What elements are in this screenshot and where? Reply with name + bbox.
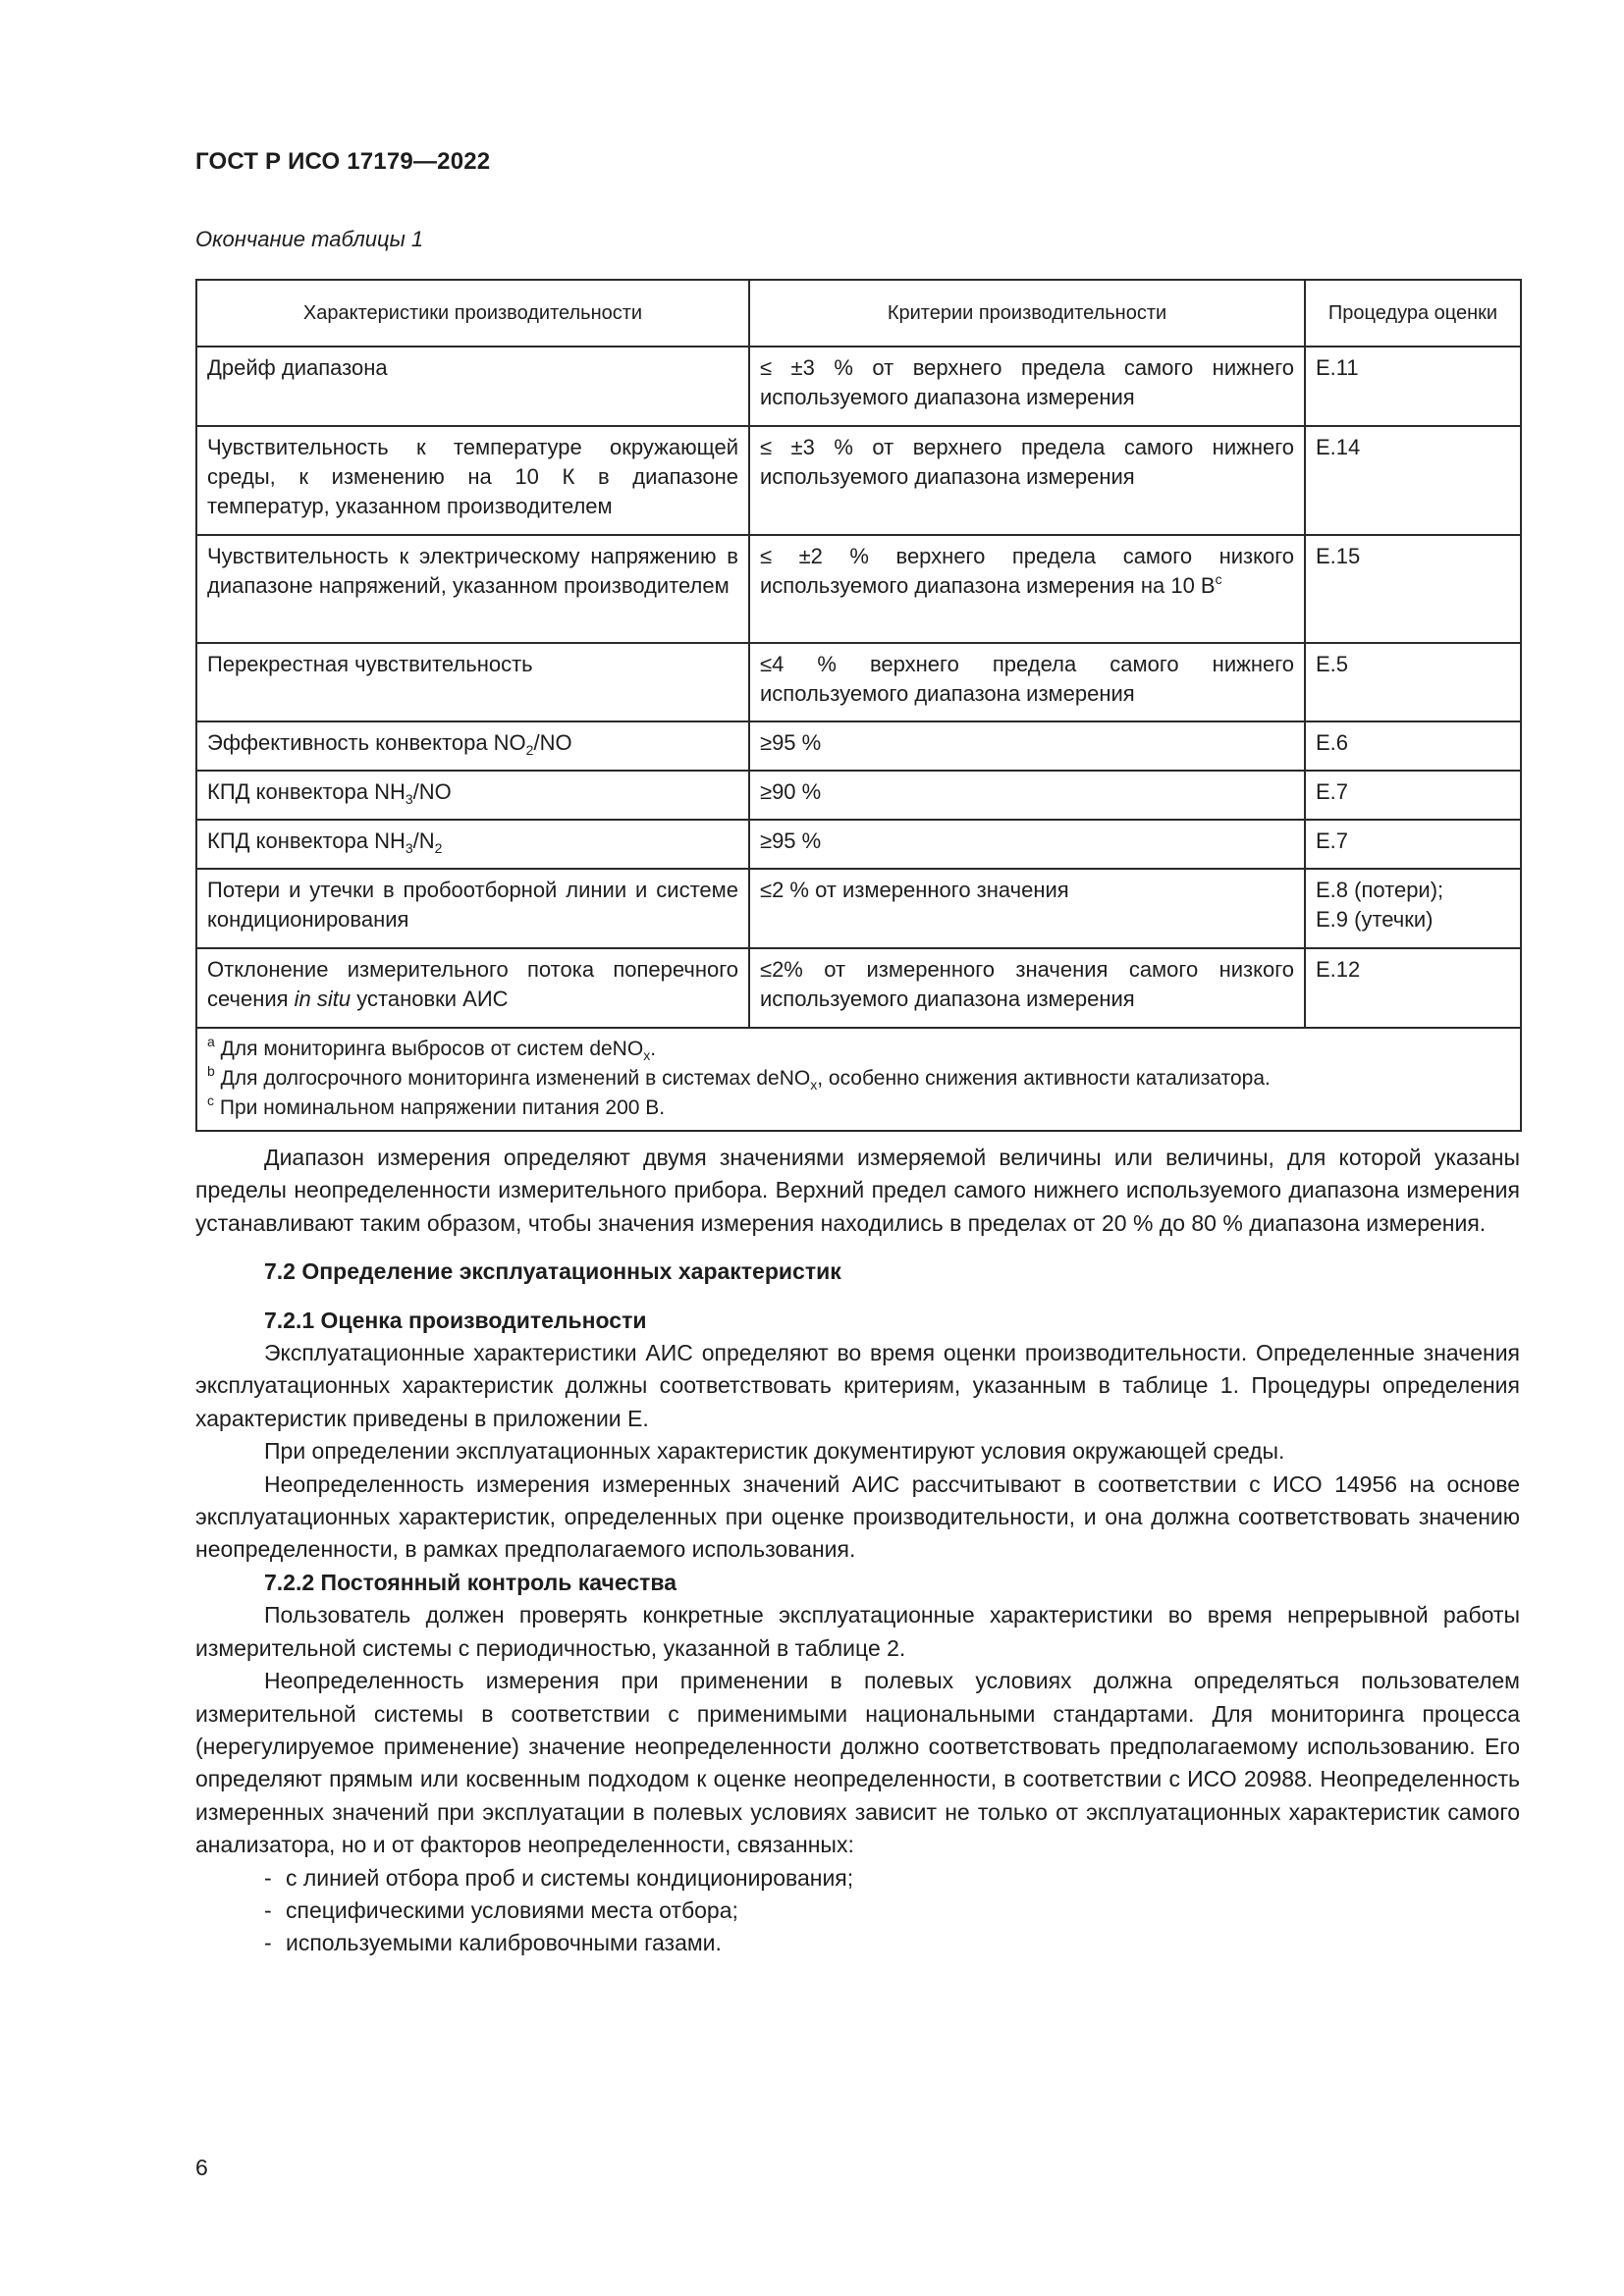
- paragraph: Диапазон измерения определяют двумя значениями измеряемой величины или величины, для которой указаны пределы неопределенности измерительного прибора. Верхний предел самого нижнего используемого диапазона измерения устанавливают таким образом, чтобы значения измерения находились в пределах от 20 % до 80 % диапазона измерения.: [195, 1145, 1520, 1236]
- note-text: Для мониторинга выбросов от систем deNO: [220, 1038, 644, 1060]
- table-cell: [749, 535, 1305, 643]
- table-row: [196, 869, 1521, 948]
- table-cell: E.7: [1305, 771, 1521, 820]
- section-heading: 7.2 Определение эксплуатационных характеристик: [264, 1258, 841, 1285]
- table-row: [196, 820, 1521, 869]
- table-cell: ≥95 %: [749, 820, 1305, 869]
- subscript: x: [643, 1047, 651, 1063]
- page-number: 6: [195, 2155, 208, 2180]
- cell-text: E.9 (утечки): [1316, 907, 1434, 932]
- table-cell: E.11: [1305, 347, 1521, 426]
- subsection-heading: 7.2.1 Оценка производительности: [264, 1307, 647, 1333]
- table-cell: E.5: [1305, 643, 1521, 721]
- table-row: [196, 535, 1521, 643]
- table-cell: ≤4 % верхнего предела самого нижнего используемого диапазона измерения: [749, 643, 1305, 721]
- list-item: - с линией отбора проб и системы кондиционирования;: [195, 1862, 1520, 1895]
- body-text: [195, 1142, 1520, 1960]
- subscript: x: [810, 1077, 818, 1093]
- cell-text: КПД конвектора NH: [207, 779, 406, 804]
- paragraph: При определении эксплуатационных характеристик документируют условия окружающей среды.: [264, 1438, 1285, 1465]
- table-cell: ≤2% от измеренного значения самого низкого используемого диапазона измерения: [749, 948, 1305, 1028]
- table-cell: Чувствительность к температуре окружающей среды, к изменению на 10 К в диапазоне температур, указанном производителем: [196, 426, 749, 535]
- italic-term: in situ: [294, 987, 352, 1011]
- table-cell: E.7: [1305, 820, 1521, 869]
- table-cell: E.6: [1305, 721, 1521, 771]
- table-cell: ≤ ±3 % от верхнего предела самого нижнего используемого диапазона измерения: [749, 426, 1305, 535]
- note-mark: b: [207, 1063, 215, 1079]
- table-note: [207, 1094, 1510, 1123]
- table-cell: E.14: [1305, 426, 1521, 535]
- note-text: , особенно снижения активности катализатора.: [817, 1067, 1271, 1090]
- table-notes: [196, 1028, 1521, 1131]
- cell-text: КПД конвектора NH: [207, 828, 406, 853]
- table-cell: [196, 771, 749, 820]
- table-cell: [196, 820, 749, 869]
- table-row: [196, 948, 1521, 1028]
- column-header: Процедура оценки: [1305, 280, 1521, 347]
- table-cell: [196, 721, 749, 771]
- note-text: При номинальном напряжении питания 200 В.: [219, 1096, 666, 1119]
- subscript: 2: [525, 742, 534, 758]
- table-header-row: [196, 280, 1521, 347]
- note-mark: a: [207, 1034, 215, 1049]
- cell-text: Эффективность конвектора NO: [207, 730, 526, 755]
- table-cell: ≥95 %: [749, 721, 1305, 771]
- table-cell: E.15: [1305, 535, 1521, 643]
- list-item: - используемыми калибровочными газами.: [195, 1927, 1520, 1959]
- table-cell: ≤ ±3 % от верхнего предела самого нижнего используемого диапазона измерения: [749, 347, 1305, 426]
- note-mark: c: [207, 1093, 214, 1108]
- table-row: [196, 771, 1521, 820]
- column-header: Характеристики производительности: [196, 280, 749, 347]
- note-text: .: [650, 1038, 657, 1060]
- cell-text: Отклонение измерительного потока поперечного сечения: [207, 957, 738, 1011]
- subscript: 3: [405, 791, 413, 807]
- paragraph: Пользователь должен проверять конкретные эксплуатационные характеристики во время непрерывной работы измерительной системы с периодичностью, указанной в таблице 2.: [195, 1602, 1520, 1661]
- document-header: ГОСТ Р ИСО 17179—2022: [195, 148, 491, 175]
- paragraph: Неопределенность измерения при применении в полевых условиях должна определяться пользователем измерительной системы в соответствии с применимыми национальными стандартами. Для мониторинга процесса (нерегулируемое применение) значение неопределенности должно соответствовать предполагаемому использованию. Его определяют прямым или косвенным подходом к оценке неопределенности, в соответствии с ИСО 20988. Неопределенность измеренных значений при эксплуатации в полевых условиях зависит не только от эксплуатационных характеристик самого анализатора, но и от факторов неопределенности, связанных:: [195, 1668, 1520, 1858]
- note-text: Для долгосрочного мониторинга изменений в системах deNO: [220, 1067, 811, 1090]
- table-caption: Окончание таблицы 1: [195, 227, 424, 251]
- cell-text: /NO: [533, 730, 572, 755]
- table-cell: E.12: [1305, 948, 1521, 1028]
- table-cell: ≥90 %: [749, 771, 1305, 820]
- subscript: 3: [405, 840, 413, 856]
- table-row: [196, 643, 1521, 721]
- table-cell: [196, 948, 749, 1028]
- table-row: [196, 426, 1521, 535]
- table-cell: Дрейф диапазона: [196, 347, 749, 426]
- table-note: [207, 1035, 1510, 1064]
- cell-text: E.8 (потери);: [1316, 878, 1444, 902]
- subscript: 2: [434, 840, 443, 856]
- table-note: [207, 1064, 1510, 1094]
- subsection-heading: 7.2.2 Постоянный контроль качества: [264, 1569, 677, 1595]
- performance-table: [195, 279, 1522, 1132]
- bullet-list: [195, 1862, 1520, 1960]
- table-cell: Перекрестная чувствительность: [196, 643, 749, 721]
- cell-text: /N: [412, 828, 435, 853]
- cell-text: ≤ ±2 % верхнего предела самого низкого используемого диапазона измерения на 10 В: [760, 544, 1294, 598]
- cell-text: /NO: [412, 779, 452, 804]
- table-notes-row: [196, 1028, 1521, 1131]
- table-cell: [1305, 869, 1521, 948]
- paragraph: Эксплуатационные характеристики АИС определяют во время оценки производительности. Определенные значения эксплуатационных характеристик должны соответствовать критериям, указанным в таблице 1. Процедуры определения характеристик приведены в приложении Е.: [195, 1340, 1520, 1431]
- cell-text: установки АИС: [351, 987, 509, 1011]
- footnote-ref: c: [1215, 571, 1222, 587]
- table-row: [196, 721, 1521, 771]
- column-header: Критерии производительности: [749, 280, 1305, 347]
- table-cell: Чувствительность к электрическому напряжению в диапазоне напряжений, указанном производителем: [196, 535, 749, 643]
- paragraph: Неопределенность измерения измеренных значений АИС рассчитывают в соответствии с ИСО 14956 на основе эксплуатационных характеристик, определенных при оценке производительности, и она должна соответствовать значению неопределенности, в рамках предполагаемого использования.: [195, 1470, 1520, 1563]
- table-cell: ≤2 % от измеренного значения: [749, 869, 1305, 948]
- list-item: - специфическими условиями места отбора;: [195, 1895, 1520, 1927]
- table-cell: Потери и утечки в пробоотборной линии и системе кондиционирования: [196, 869, 749, 948]
- table-row: [196, 347, 1521, 426]
